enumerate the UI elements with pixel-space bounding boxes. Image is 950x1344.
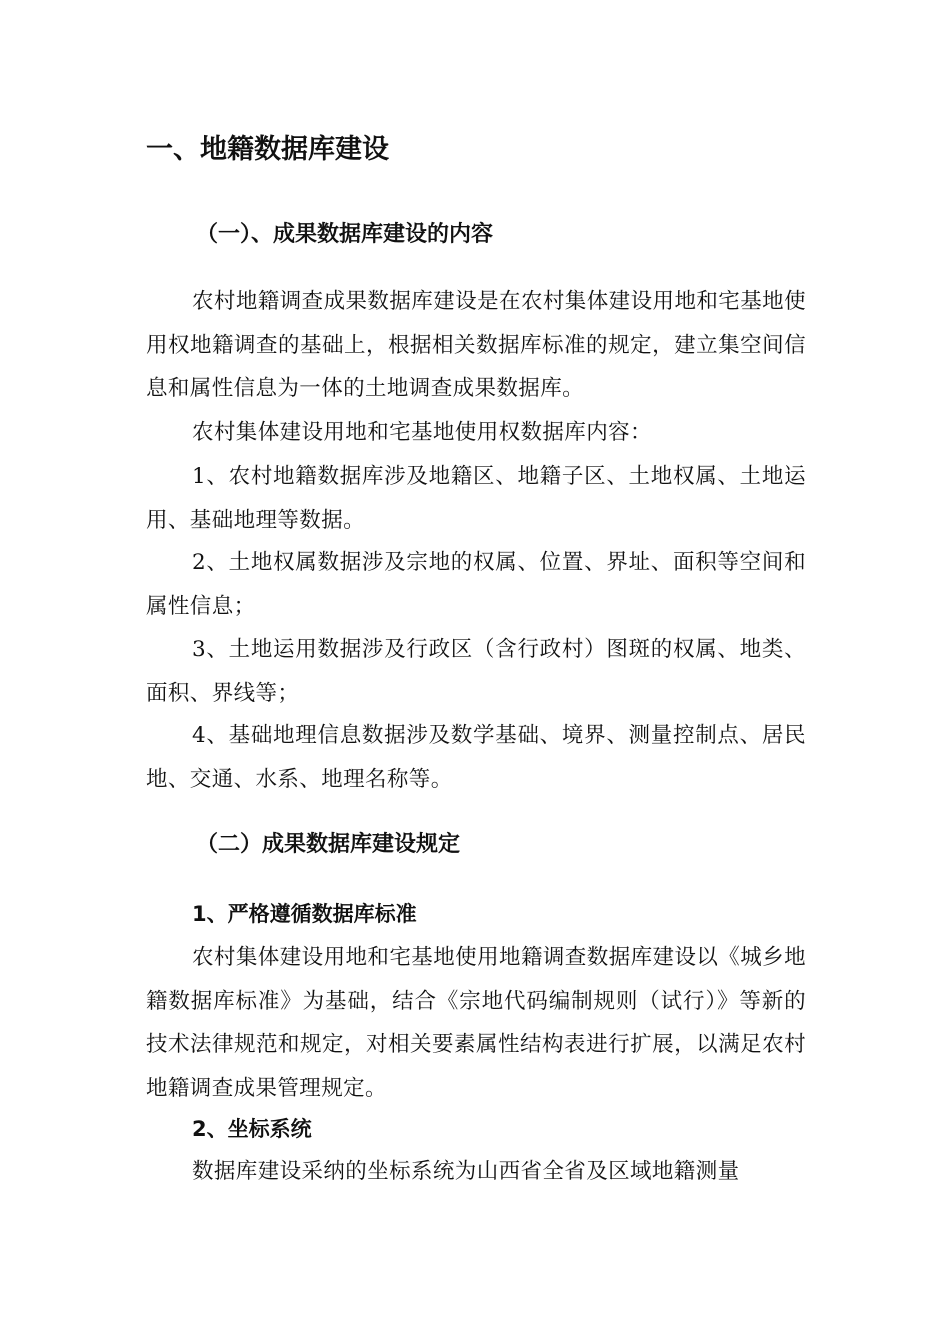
subsection-1-paragraph: 农村集体建设用地和宅基地使用地籍调查数据库建设以《城乡地籍数据库标准》为基础，结合《宗地代码编制规则（试行）》等新的技术法律规范和规定，对相关要素属性结构表进行扩展，以满足农村地籍调查成果管理规定。 <box>146 945 806 1101</box>
subsection-2-paragraph: 数据库建设采纳的坐标系统为山西省全省及区域地籍测量 <box>192 1159 740 1184</box>
section-1-title: （一）、成果数据库建设的内容 <box>196 222 494 247</box>
subsection-1-title: 1、严格遵循数据库标准 <box>192 902 417 926</box>
subsection-2-title: 2、坐标系统 <box>192 1117 312 1141</box>
section-1-paragraph: 农村地籍调查成果数据库建设是在农村集体建设用地和宅基地使用权地籍调查的基础上，根据相关数据库标准的规定，建立集空间信息和属性信息为一体的土地调查成果数据库。 <box>146 289 806 401</box>
section-2-title: （二）成果数据库建设规定 <box>196 832 461 857</box>
section-1-list-item: 2、土地权属数据涉及宗地的权属、位置、界址、面积等空间和属性信息； <box>146 550 806 619</box>
section-1-paragraph: 农村集体建设用地和宅基地使用权数据库内容： <box>192 420 652 445</box>
section-1-list-item: 3、土地运用数据涉及行政区（含行政村）图斑的权属、地类、面积、界线等； <box>146 637 806 706</box>
heading-level-1: 一、地籍数据库建设 <box>146 134 389 165</box>
section-1-list-item: 4、基础地理信息数据涉及数学基础、境界、测量控制点、居民地、交通、水系、地理名称等。 <box>146 723 806 792</box>
section-1-list-item: 1、农村地籍数据库涉及地籍区、地籍子区、土地权属、土地运用、基础地理等数据。 <box>146 464 806 533</box>
